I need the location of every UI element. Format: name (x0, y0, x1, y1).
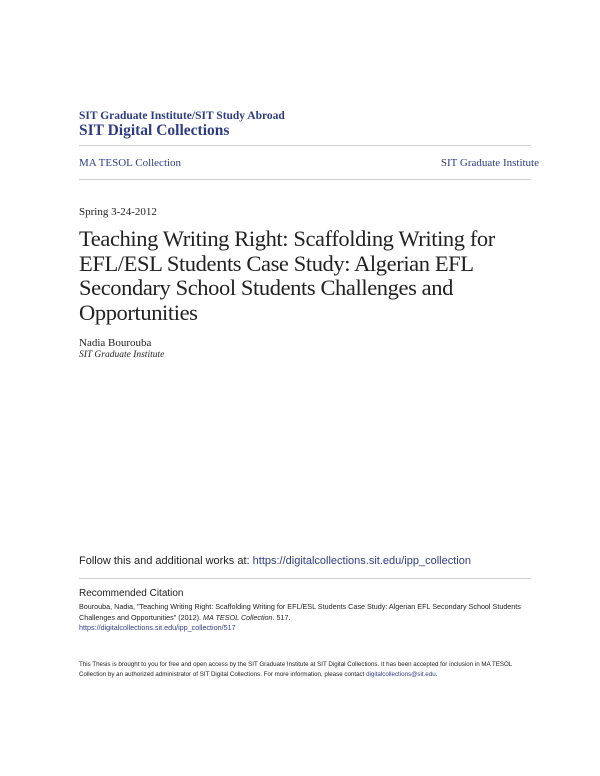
collections-header[interactable]: SIT Digital Collections (79, 122, 230, 139)
citation-number: . 517. (272, 612, 291, 622)
citation-series: MA TESOL Collection (203, 612, 273, 622)
footer-end: . (435, 671, 438, 678)
nav-divider (79, 179, 531, 180)
follow-link[interactable]: https://digitalcollections.sit.edu/ipp_collection (252, 555, 471, 567)
paper-title: Teaching Writing Right: Scaffolding Writing for EFL/ESL Students Case Study: Algerian EFL Secondary School Students Challenges and Opportunities (79, 226, 495, 325)
top-divider (79, 145, 531, 146)
follow-line (79, 555, 471, 567)
author-affiliation: SIT Graduate Institute (79, 350, 165, 360)
publication-date: Spring 3-24-2012 (79, 206, 157, 218)
footer-notice (79, 660, 531, 680)
collection-link[interactable]: MA TESOL Collection (79, 157, 182, 169)
author-name: Nadia Bourouba (79, 337, 152, 349)
citation-text: Bourouba, Nadia, "Teaching Writing Right: Scaffolding Writing for EFL/ESL Students Case Study: Algerian EFL Secondary School Students Challenges and Opportunities" (2012). (79, 602, 521, 622)
institute-link[interactable]: SIT Graduate Institute (440, 157, 539, 169)
follow-text: Follow this and additional works at: (79, 555, 253, 567)
contact-email-link[interactable]: digitalcollections@sit.edu (366, 671, 436, 678)
institution-header[interactable]: SIT Graduate Institute/SIT Study Abroad (79, 110, 285, 122)
citation-heading: Recommended Citation (79, 588, 184, 599)
citation-divider (79, 578, 531, 579)
citation-block (79, 602, 531, 634)
citation-link[interactable]: https://digitalcollections.sit.edu/ipp_collection/517 (79, 623, 236, 632)
footer-text: This Thesis is brought to you for free and open access by the SIT Graduate Institute at SIT Digital Collections. It has been accepted for inclusion in MA TESOL Collection by an authorized administrator of SIT Digital Collections. For more information, please contact (79, 661, 513, 678)
